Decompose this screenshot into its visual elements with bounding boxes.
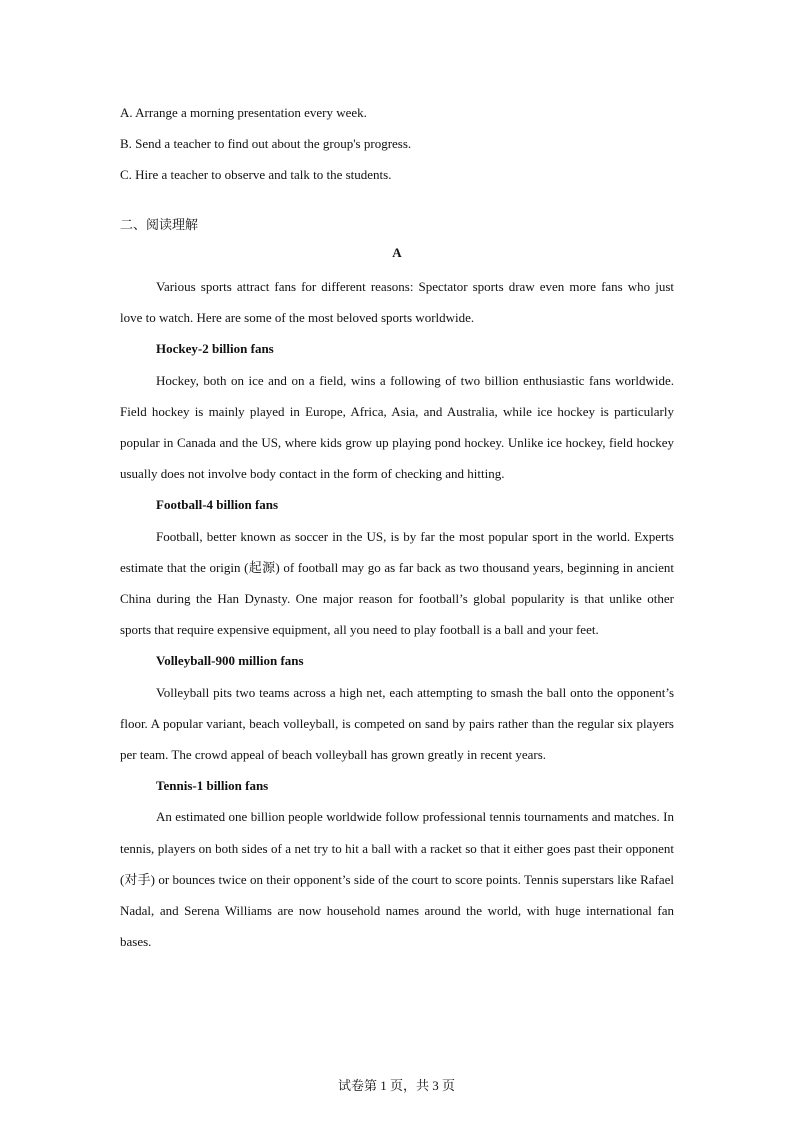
option-b: B. Send a teacher to find out about the group's progress.: [120, 136, 412, 151]
passage-label: A: [392, 245, 402, 260]
tennis-paragraph: An estimated one billion people worldwide follow professional tennis tournaments and matches. In tennis, players on both sides of a net try to hit a ball with a racket so that it either goes past their opponent (对手) or bounces twice on their opponent’s side of the court to score points. Tennis superstars like Rafael Nadal, and Serena Williams are now household names around the world, with huge international fan bases.: [120, 809, 674, 950]
tennis-heading: Tennis-1 billion fans: [156, 778, 269, 794]
option-c: C. Hire a teacher to observe and talk to the students.: [120, 167, 392, 182]
football-paragraph: Football, better known as soccer in the US, is by far the most popular sport in the world. Experts estimate that the origin (起源) of football may go as far back as two thousand years, beginning in ancient China during the Han Dynasty. One major reason for football’s global popularity is that unlike other sports that require expensive equipment, all you need to play football is a ball and your feet.: [120, 528, 674, 638]
intro-paragraph: Various sports attract fans for different reasons: Spectator sports draw even more fans who just love to watch. Here are some of the most beloved sports worldwide.: [120, 279, 674, 326]
section-title: 二、阅读理解: [120, 217, 199, 232]
hockey-paragraph: Hockey, both on ice and on a field, wins a following of two billion enthusiastic fans worldwide. Field hockey is mainly played in Europe, Africa, Asia, and Australia, while ice hockey is particularly popular in Canada and the US, where kids grow up playing pond hockey. Unlike ice hockey, field hockey usually does not involve body contact in the form of checking and hitting.: [120, 372, 674, 482]
page-content: [120, 102, 674, 957]
hockey-heading: Hockey-2 billion fans: [156, 341, 274, 357]
option-a: A. Arrange a morning presentation every week.: [120, 105, 367, 120]
volleyball-heading: Volleyball-900 million fans: [156, 653, 304, 669]
page-footer: 试卷第 1 页，共 3 页: [337, 1078, 455, 1093]
volleyball-paragraph: Volleyball pits two teams across a high net, each attempting to smash the ball onto the opponent’s floor. A popular variant, beach volleyball, is competed on sand by pairs rather than the regular six players per team. The crowd appeal of beach volleyball has grown greatly in recent years.: [120, 684, 674, 763]
football-heading: Football-4 billion fans: [156, 497, 279, 513]
